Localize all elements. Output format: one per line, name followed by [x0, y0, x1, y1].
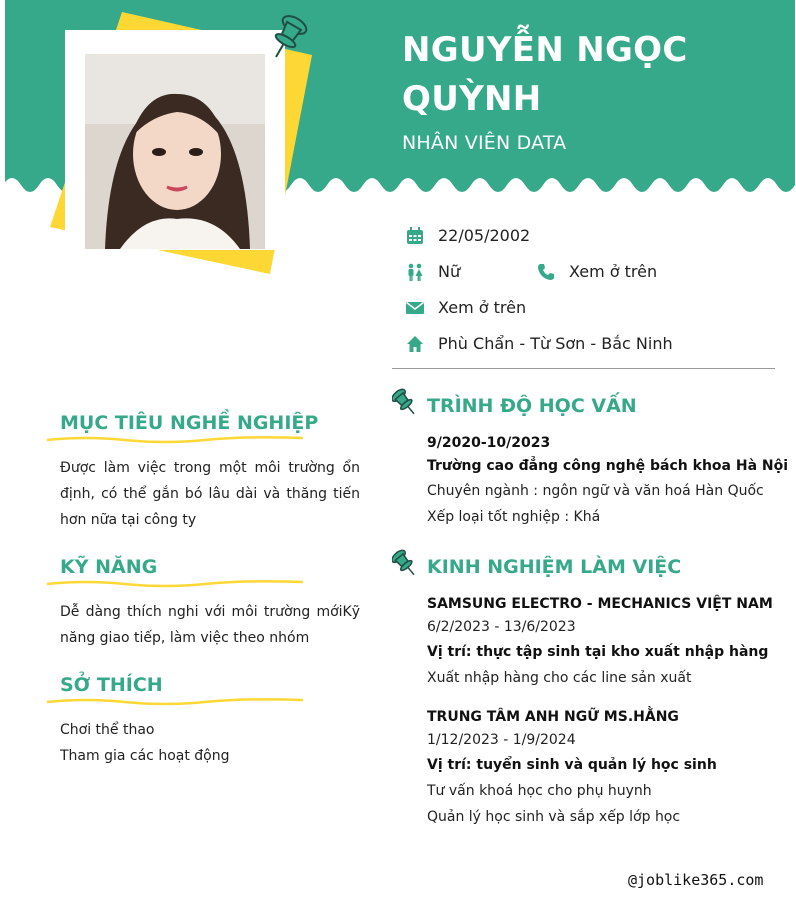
contact-phone	[537, 262, 657, 281]
job-period: 6/2/2023 - 13/6/2023	[427, 619, 576, 635]
education-major: Chuyên ngành : ngôn ngữ và văn hoá Hàn Quốc	[427, 483, 764, 499]
hobby-item: Tham gia các hoạt động	[60, 748, 230, 764]
objective-heading: MỤC TIÊU NGHỀ NGHIỆP	[60, 412, 319, 434]
address-value: Phù Chẩn - Từ Sơn - Bắc Ninh	[438, 334, 673, 353]
heading-underline	[45, 578, 305, 590]
skills-text: Dễ dàng thích nghi với môi trường mớiKỹ năng giao tiếp, làm việc theo nhóm	[60, 604, 360, 646]
objective-text: Được làm việc trong một môi trường ổn định, có thể gắn bó lâu dài và thăng tiến hơn nữa tại công ty	[60, 460, 360, 528]
job-period: 1/12/2023 - 1/9/2024	[427, 732, 576, 748]
job-company: TRUNG TÂM ANH NGỮ MS.HẰNG	[427, 709, 679, 725]
calendar-icon	[406, 227, 424, 245]
education-school: Trường cao đẳng công nghệ bách khoa Hà Nội	[427, 458, 789, 474]
candidate-name: NGUYỄN NGỌC QUỲNH	[402, 30, 688, 119]
experience-heading: KINH NGHIỆM LÀM VIỆC	[427, 556, 682, 578]
pushpin-icon	[266, 14, 308, 62]
gender-value: Nữ	[438, 262, 461, 281]
hobby-item: Chơi thể thao	[60, 722, 155, 738]
heading-underline	[45, 696, 305, 708]
job-company: SAMSUNG ELECTRO - MECHANICS VIỆT NAM	[427, 596, 773, 612]
gender-icon	[406, 263, 424, 281]
job-title: NHÂN VIÊN DATA	[402, 132, 567, 154]
email-value: Xem ở trên	[438, 298, 527, 317]
heading-underline	[45, 434, 305, 446]
contact-email	[406, 298, 526, 317]
job-detail: Tư vấn khoá học cho phụ huynh	[427, 783, 652, 799]
watermark: @joblike365.com	[628, 871, 764, 889]
contact-gender	[406, 262, 460, 281]
education-heading: TRÌNH ĐỘ HỌC VẤN	[427, 395, 637, 417]
avatar	[85, 54, 265, 249]
job-position: Vị trí: thực tập sinh tại kho xuất nhập hàng	[427, 644, 769, 660]
contact-address	[406, 334, 673, 353]
education-grade: Xếp loại tốt nghiệp : Khá	[427, 509, 601, 525]
pushpin-icon	[392, 549, 418, 579]
hobbies-heading: SỞ THÍCH	[60, 674, 163, 696]
phone-value: Xem ở trên	[569, 262, 658, 281]
education-period: 9/2020-10/2023	[427, 435, 551, 451]
contact-dob	[406, 226, 530, 245]
phone-icon	[537, 263, 555, 281]
divider	[392, 368, 775, 369]
dob-value: 22/05/2002	[438, 226, 531, 245]
email-icon	[406, 299, 424, 317]
job-detail: Quản lý học sinh và sắp xếp lớp học	[427, 809, 681, 825]
home-icon	[406, 335, 424, 353]
skills-heading: KỸ NĂNG	[60, 556, 158, 578]
job-position: Vị trí: tuyển sinh và quản lý học sinh	[427, 757, 717, 773]
job-detail: Xuất nhập hàng cho các line sản xuất	[427, 670, 692, 686]
pushpin-icon	[392, 388, 418, 418]
